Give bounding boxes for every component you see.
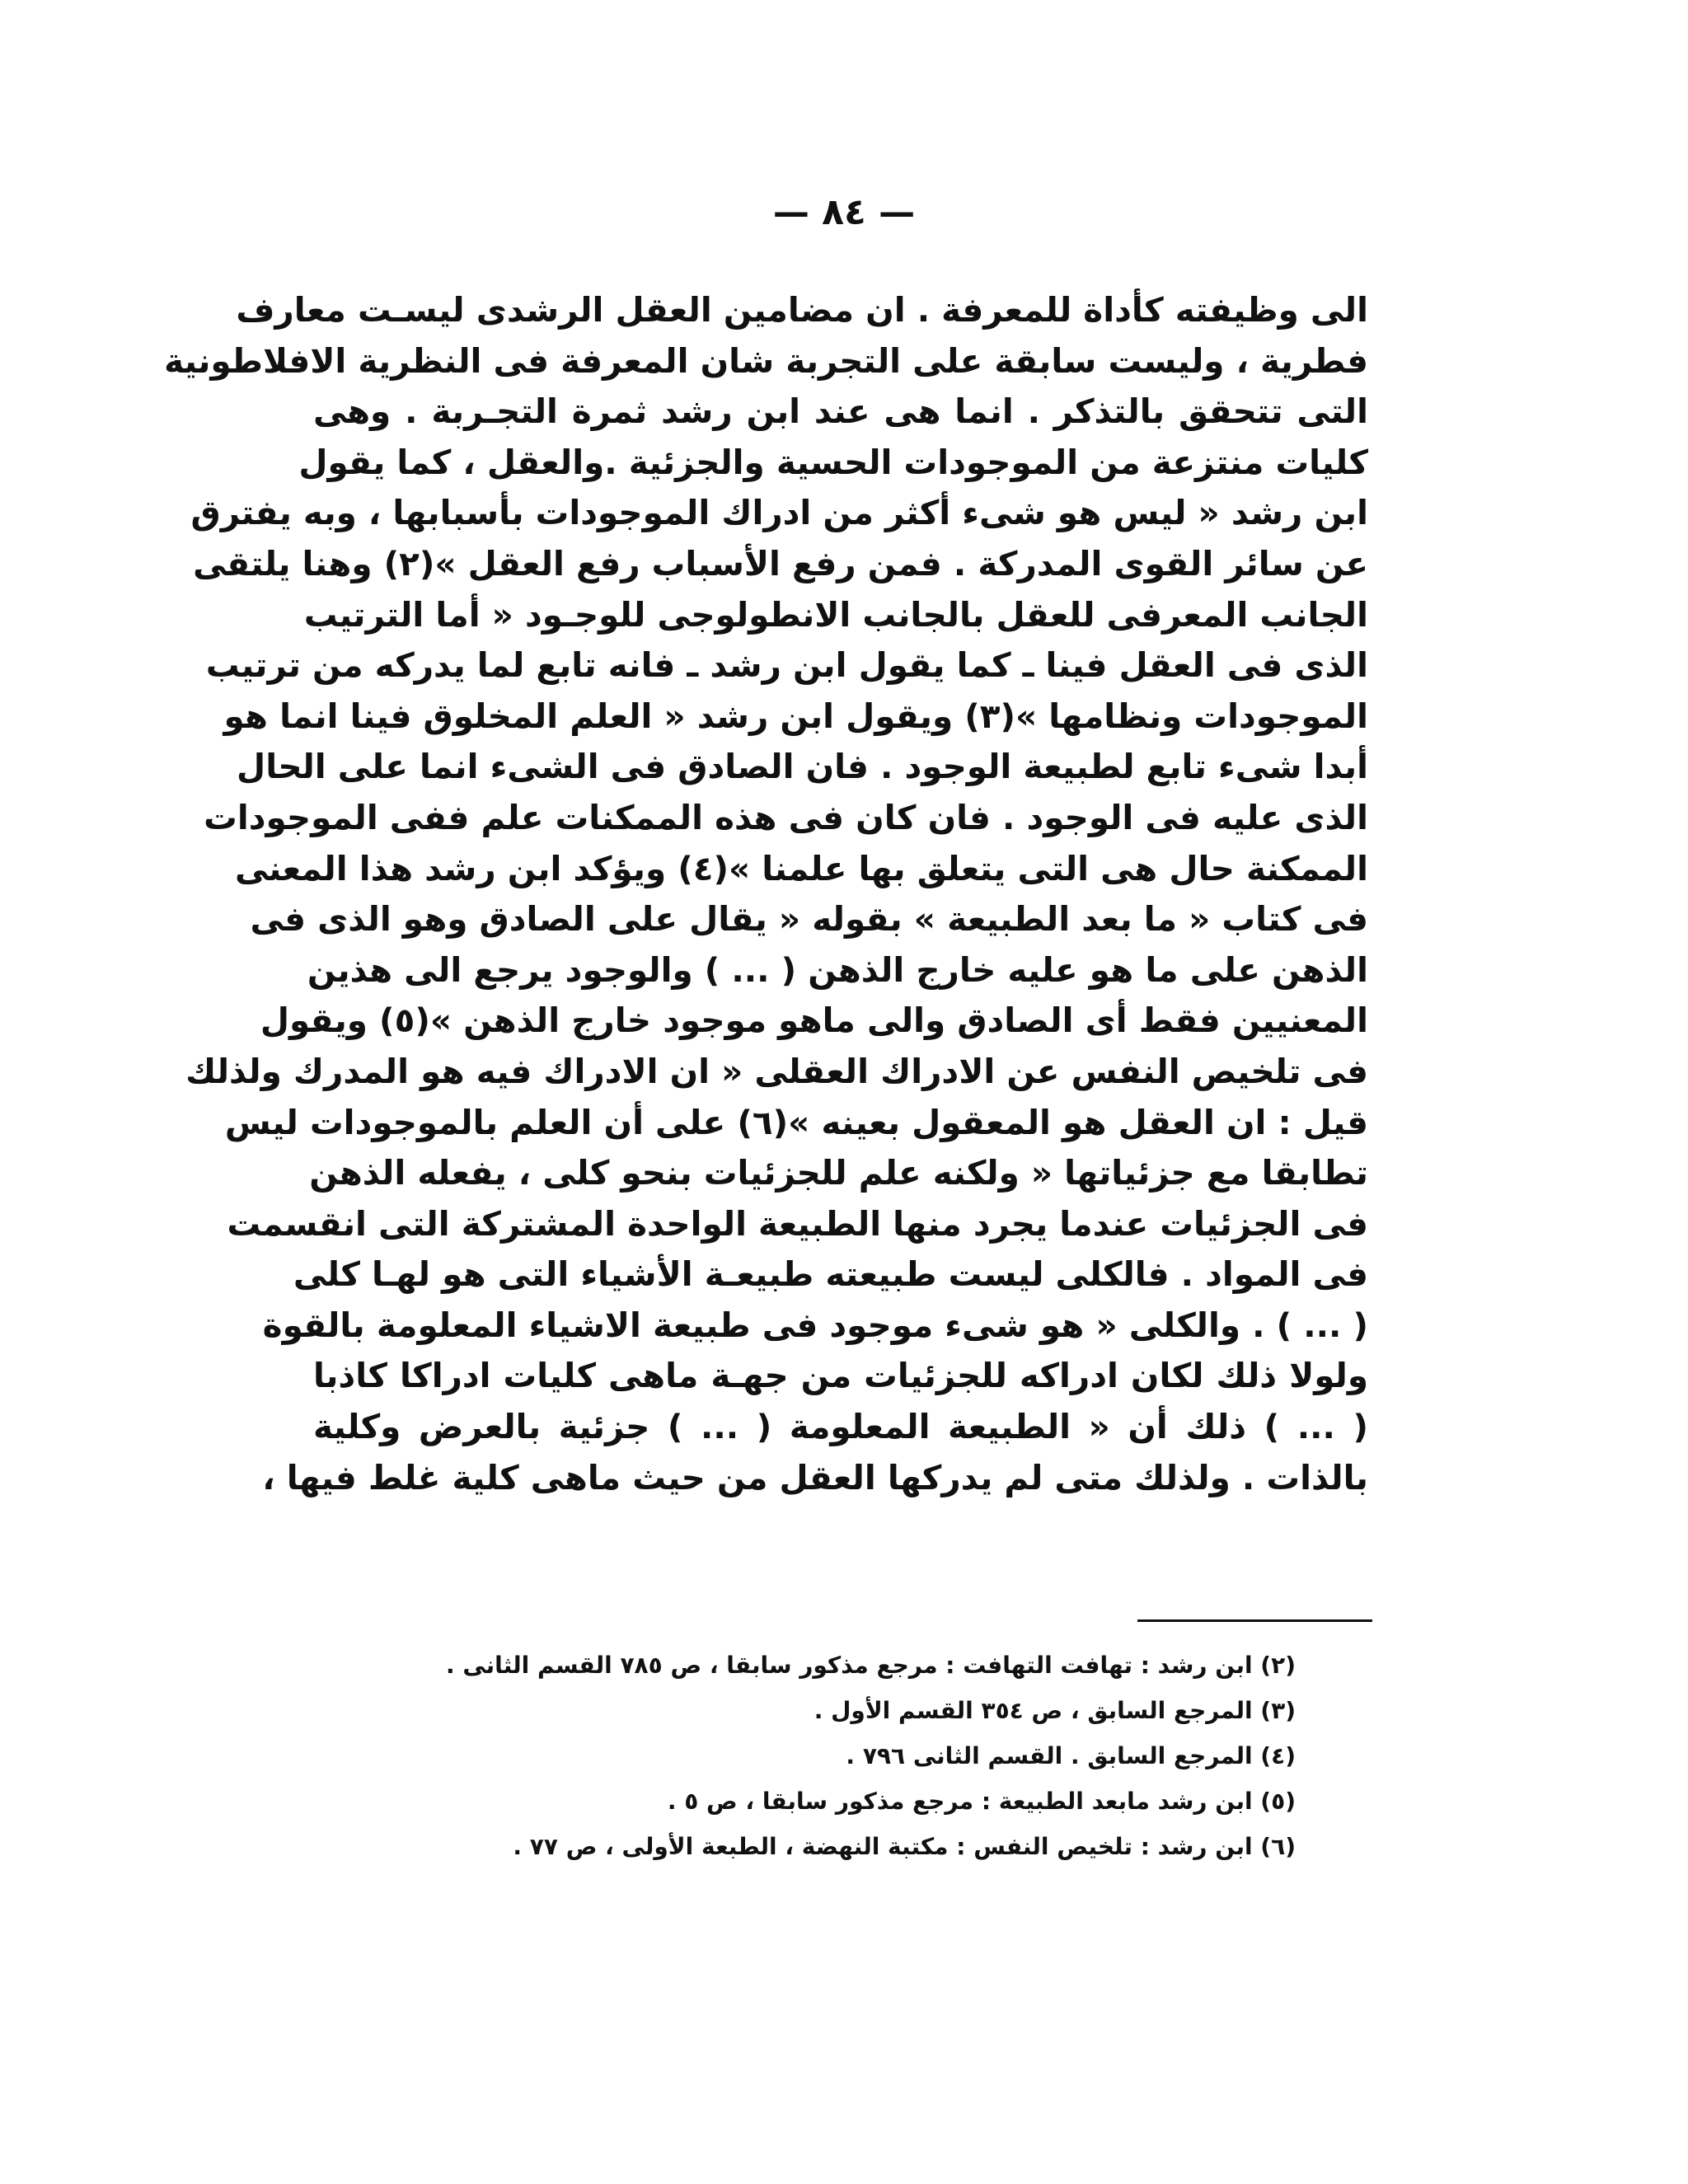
body-line: بالذات . ولذلك متى لم يدركها العقل من حيث ماهى كلية غلط فيها ، xyxy=(262,1457,1368,1497)
body-line: المعنيين فقط أى الصادق والى ماهو موجود خارج الذهن »(٥) ويقول xyxy=(260,1001,1368,1041)
body-line: عن سائر القوى المدركة . فمن رفع الأسباب رفع العقل »(٢) وهنا يلتقى xyxy=(193,543,1368,583)
body-line: فى كتاب « ما بعد الطبيعة » بقوله « يقال على الصادق وهو الذى فى xyxy=(250,899,1368,940)
body-line: الذهن على ما هو عليه خارج الذهن ( ... ) والوجود يرجع الى هذين xyxy=(307,949,1368,990)
body-line: ابن رشد « ليس هو شىء أكثر من ادراك الموجودات بأسبابها ، وبه يفترق xyxy=(190,493,1368,533)
body-line: الذى عليه فى الوجود . فان كان فى هذه الممكنات علم ففى الموجودات xyxy=(204,797,1368,837)
footnote: (٥) ابن رشد مابعد الطبيعة : مرجع مذكور سابقا ، ص ٥ . xyxy=(667,1788,1296,1815)
footnote-divider xyxy=(1137,1619,1372,1622)
body-line: تطابقا مع جزئياتها « ولكنه علم للجزئيات بنحو كلى ، يفعله الذهن xyxy=(309,1153,1368,1193)
body-line: فى الجزئيات عندما يجرد منها الطبيعة الواحدة المشتركة التى انقسمت xyxy=(227,1203,1368,1244)
body-line: ( ... ) ذلك أن « الطبيعة المعلومة ( ... ) جزئية بالعرض وكلية xyxy=(313,1407,1368,1447)
body-line: فى تلخيص النفس عن الادراك العقلى « ان الادراك فيه هو المدرك ولذلك xyxy=(185,1051,1368,1091)
page-number: — ٨٤ — xyxy=(772,191,916,233)
body-line: التى تتحقق بالتذكر . انما هى عند ابن رشد ثمرة التجـربة . وهى xyxy=(313,391,1368,432)
body-text xyxy=(164,285,1368,1503)
body-line: الذى فى العقل فينا ـ كما يقول ابن رشد ـ فانه تابع لما يدركه من ترتيب xyxy=(205,645,1368,686)
footnote: (٤) المرجع السابق . القسم الثانى ٧٩٦ . xyxy=(846,1742,1296,1769)
body-line: فى المواد . فالكلى ليست طبيعته طبيعـة الأشياء التى هو لهـا كلى xyxy=(293,1254,1368,1295)
body-line: كليات منتزعة من الموجودات الحسية والجزئية .والعقل ، كما يقول xyxy=(298,442,1368,482)
body-line: الموجودات ونظامها »(٣) ويقول ابن رشد « العلم المخلوق فينا انما هو xyxy=(223,696,1368,736)
body-line: الممكنة حال هى التى يتعلق بها علمنا »(٤) ويؤكد ابن رشد هذا المعنى xyxy=(235,848,1368,888)
footnote: (٣) المرجع السابق ، ص ٣٥٤ القسم الأول . xyxy=(814,1697,1296,1724)
body-line: الى وظيفته كأداة للمعرفة . ان مضامين العقل الرشدى ليسـت معارف xyxy=(236,290,1368,330)
footnote: (٦) ابن رشد : تلخيص النفس : مكتبة النهضة ، الطبعة الأولى ، ص ٧٧ . xyxy=(513,1833,1296,1860)
footnote: (٢) ابن رشد : تهافت التهافت : مرجع مذكور سابقا ، ص ٧٨٥ القسم الثانى . xyxy=(445,1652,1296,1679)
body-line: ( ... ) . والكلى « هو شىء موجود فى طبيعة الاشياء المعلومة بالقوة xyxy=(262,1305,1368,1345)
body-line: قيل : ان العقل هو المعقول بعينه »(٦) على أن العلم بالموجودات ليس xyxy=(224,1102,1368,1142)
body-line: أبدا شىء تابع لطبيعة الوجود . فان الصادق فى الشىء انما على الحال xyxy=(237,747,1368,787)
body-line: فطرية ، وليست سابقة على التجربة شان المعرفة فى النظرية الافلاطونية xyxy=(164,340,1368,381)
body-line: ولولا ذلك لكان ادراكه للجزئيات من جهـة ماهى كليات ادراكا كاذبا xyxy=(313,1356,1368,1396)
footnotes xyxy=(313,1643,1296,1869)
body-line: الجانب المعرفى للعقل بالجانب الانطولوجى للوجـود « أما الترتيب xyxy=(303,594,1368,635)
